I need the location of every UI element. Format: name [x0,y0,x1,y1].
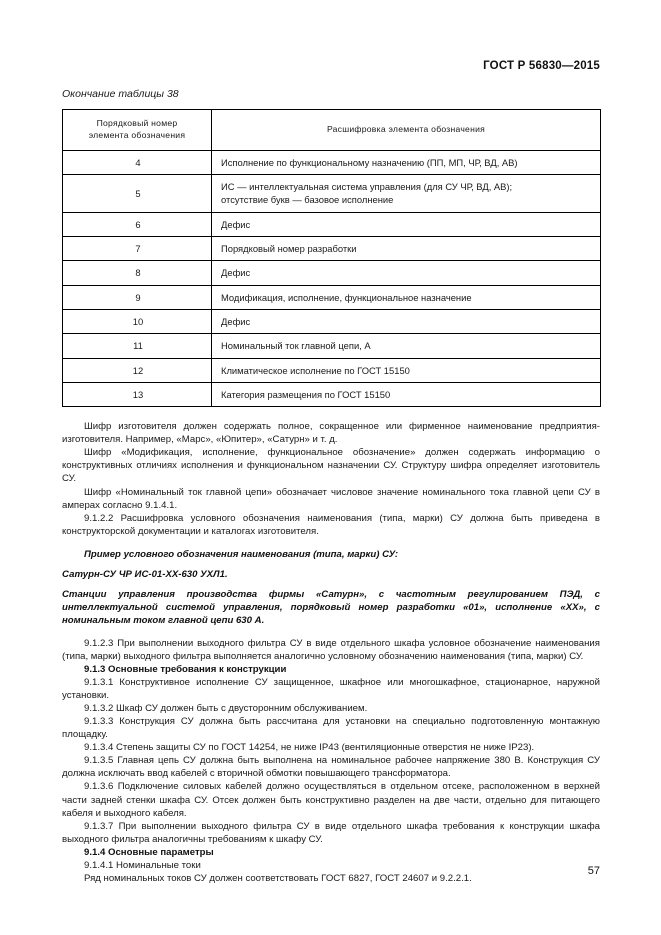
table-row [63,150,601,174]
column-header-order-number-line1: Порядковый номер [96,117,178,128]
example-code: Сатурн-СУ ЧР ИС-01-ХХ-630 УХЛ1. [62,568,228,580]
paragraph-modification-code: Шифр «Модификация, исполнение, функциональное обозначение» должен содержать информацию о конструктивных отличиях исполнения и функциональном назначении СУ. Структуру шифра определяет изготовитель СУ. [62,447,600,485]
cell-description [212,236,601,260]
cell-order-number: 10 [63,309,212,333]
spacer [62,561,600,568]
table-row [63,334,601,358]
table-row [63,174,601,212]
paragraph-9-1-3-1: 9.1.3.1 Конструктивное исполнение СУ защищенное, шкафное или многошкафное, стационарное, наружной установки. [62,677,600,702]
cell-order-number: 12 [63,358,212,382]
column-header-order-number-line2: элемента обозначения [88,130,186,141]
table-body [63,150,601,407]
table-row [63,309,601,333]
paragraph-9-1-3-3: 9.1.3.3 Конструкция СУ должна быть рассчитана для установки на специально подготовленную монтажную площадку. [62,716,600,741]
cell-description-line1: Дефис [221,315,251,327]
spacer [62,538,600,548]
cell-description [212,174,601,212]
cell-description [212,309,601,333]
cell-order-number: 7 [63,236,212,260]
cell-order-number: 4 [63,150,212,174]
cell-order-number: 6 [63,212,212,236]
table-row [63,261,601,285]
table-row [63,285,601,309]
cell-order-number: 5 [63,174,212,212]
cell-description-line1: Категория размещения по ГОСТ 15150 [221,388,391,400]
cell-description [212,150,601,174]
cell-description-line1: Дефис [221,218,251,230]
page-content [62,88,600,885]
example-intro: Пример условного обозначения наименования (типа, марки) СУ: [84,548,399,560]
running-header [62,60,600,78]
standard-title: ГОСТ Р 56830—2015 [483,60,600,72]
cell-description-line1: Исполнение по функциональному назначению (ПП, МП, ЧР, ВД, АВ) [221,156,518,168]
designation-elements-table [62,109,601,408]
table-header-row [63,109,601,150]
paragraph-rated-current-code: Шифр «Номинальный ток главной цепи» обозначает числовое значение номинального тока главной цепи СУ в амперах согласно 9.1.4.1. [62,486,600,511]
paragraph-9-1-3-2: 9.1.3.2 Шкаф СУ должен быть с двусторонним обслуживанием. [84,703,368,715]
paragraph-9-1-2-3: 9.1.2.3 При выполнении выходного фильтра СУ в виде отдельного шкафа условное обозначение наименования (типа, марки) выходного фильтра выполняется аналогично условному обозначению наименования (типа, марки) СУ. [62,637,600,662]
table-row [63,382,601,406]
paragraph-9-1-3-6: 9.1.3.6 Подключение силовых кабелей должно осуществляться в отдельном отсеке, расположенном в верхней части задней стенки шкафа СУ. Отсек должен быть конструктивно разделен на две части, отдельно для питающего кабеля и выходного кабеля. [62,781,600,819]
cell-description [212,382,601,406]
cell-description-line1: Модификация, исполнение, функциональное назначение [221,291,472,303]
cell-description-line1: Номинальный ток главной цепи, А [221,340,371,352]
cell-order-number: 11 [63,334,212,358]
paragraph-9-1-3-4: 9.1.3.4 Степень защиты СУ по ГОСТ 14254, не ниже IP43 (вентиляционные отверстия не ниже IP23). [84,742,535,754]
paragraph-9-1-2-2: 9.1.2.2 Расшифровка условного обозначения наименования (типа, марки) СУ должна быть приведена в конструкторской документации и каталогах изготовителя. [62,512,600,537]
cell-description [212,334,601,358]
cell-order-number: 13 [63,382,212,406]
cell-description [212,285,601,309]
paragraph-rated-currents-series: Ряд номинальных токов СУ должен соответствовать ГОСТ 6827, ГОСТ 24607 и 9.2.2.1. [84,872,472,884]
cell-description [212,212,601,236]
cell-description-line2: отсутствие букв — базовое исполнение [221,194,394,206]
spacer [62,627,600,637]
table-row [63,358,601,382]
column-header-order-number [63,109,212,150]
paragraph-9-1-3-7: 9.1.3.7 При выполнении выходного фильтра СУ в виде отдельного шкафа требования к конструкции шкафа выходного фильтра аналогичны требованиям к шкафу СУ. [62,820,600,845]
table-row [63,212,601,236]
cell-description [212,261,601,285]
paragraph-manufacturer-code: Шифр изготовителя должен содержать полное, сокращенное или фирменное наименование предприятия-изготовителя. Например, «Марс», «Юпитер», «Сатурн» и т. д. [62,421,600,446]
heading-9-1-4: 9.1.4 Основные параметры [84,846,214,858]
table-row [63,236,601,260]
cell-description-line1: Дефис [221,267,251,279]
table-head [63,109,601,150]
table-caption: Окончание таблицы 38 [62,88,179,100]
column-header-decoding: Расшифровка элемента обозначения [212,109,601,150]
cell-order-number: 8 [63,261,212,285]
paragraph-9-1-4-1: 9.1.4.1 Номинальные токи [84,859,201,871]
spacer [62,581,600,588]
cell-description-line1: Порядковый номер разработки [221,242,357,254]
cell-description-line1: Климатическое исполнение по ГОСТ 15150 [221,364,410,376]
body-text-block [62,420,600,885]
paragraph-9-1-3-5: 9.1.3.5 Главная цепь СУ должна быть выполнена на номинальное рабочее напряжение 380 В. Конструкция СУ должна исключать ввод кабелей с вторичной обмотки повышающего трансформатора. [62,755,600,780]
cell-description-line1: ИС — интеллектуальная система управления (для СУ ЧР, ВД, АВ); [221,180,513,192]
cell-description [212,358,601,382]
cell-order-number: 9 [63,285,212,309]
page-number: 57 [587,865,600,877]
heading-9-1-3: 9.1.3 Основные требования к конструкции [84,664,287,676]
example-description: Станции управления производства фирмы «Сатурн», с частотным регулированием ПЭД, с интеллектуальной системой управления, порядковый номер разработки «01», исполнение «ХХ», с номинальным током главной цепи 630 А. [62,588,600,626]
